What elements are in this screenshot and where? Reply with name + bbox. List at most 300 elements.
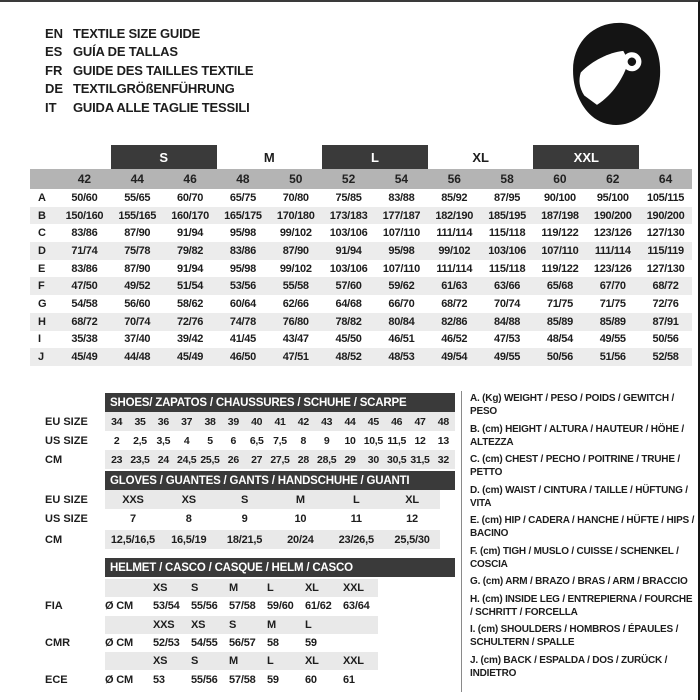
size-value: 90/100 (543, 191, 576, 204)
size-band-l: L (322, 145, 428, 169)
helmet-size-row (30, 652, 455, 670)
size-value: 50/60 (71, 191, 98, 204)
size-value: 115/118 (488, 262, 526, 275)
size-value: 29 (344, 453, 356, 466)
language-row (45, 24, 253, 43)
row-letter: D (38, 244, 46, 257)
size-label: M (229, 655, 238, 668)
size-value: 11,5 (387, 434, 406, 447)
size-value: 45/50 (335, 333, 362, 346)
size-value: 13 (437, 434, 449, 447)
row-letter: H (38, 315, 46, 328)
row-letter: G (38, 297, 47, 310)
size-value: M (295, 493, 305, 506)
row-letter: F (38, 280, 45, 293)
size-value: 39 (227, 415, 239, 428)
legend-item: I. (cm) SHOULDERS / HOMBROS / ÉPAULES / SCHULTERN / SPALLE (470, 624, 679, 648)
size-value: 107/110 (541, 244, 579, 257)
size-value: 31,5 (410, 453, 430, 466)
size-value: 91/94 (177, 227, 204, 240)
size-value: 187/198 (541, 209, 579, 222)
size-value: 75/78 (124, 244, 151, 257)
size-value: 7 (129, 512, 136, 525)
size-value: 63/64 (343, 600, 370, 613)
measure-row (30, 530, 455, 549)
size-number: 52 (341, 172, 356, 186)
size-value: 53/54 (153, 600, 180, 613)
size-value: 37 (181, 415, 193, 428)
size-value: 28 (297, 453, 309, 466)
size-value: 2 (113, 434, 120, 447)
size-value: 30 (367, 453, 379, 466)
legend-item: E. (cm) HIP / CADERA / HANCHE / HÜFTE / HIPS / BACINO (470, 515, 695, 539)
row-letter: E (38, 262, 46, 275)
row-values (105, 530, 440, 549)
diameter-unit: Ø CM (105, 637, 133, 650)
size-label (340, 616, 378, 634)
row-label: EU SIZE (45, 415, 88, 428)
row-letter: C (38, 227, 46, 240)
size-value: 57/58 (229, 673, 256, 686)
size-value: 62/66 (282, 297, 309, 310)
apparel-row (30, 348, 692, 366)
size-value: 35 (134, 415, 146, 428)
size-band-xl: XL (472, 149, 489, 165)
size-value: 59 (305, 637, 317, 650)
row-letter: A (38, 191, 46, 204)
language-label: GUÍA DE TALLAS (73, 44, 178, 60)
size-value: 58 (267, 637, 279, 650)
size-value: 60/70 (177, 191, 204, 204)
size-value: 91/94 (177, 262, 204, 275)
size-value: 44 (344, 415, 356, 428)
size-value: 87/91 (652, 315, 679, 328)
size-value: 72/76 (177, 315, 204, 328)
size-value: 7,5 (273, 434, 287, 447)
size-value: XXS (122, 493, 144, 506)
size-label: M (267, 618, 276, 631)
size-value (340, 634, 378, 652)
size-value: 46/50 (229, 351, 256, 364)
size-value: 38 (204, 415, 216, 428)
language-label: TEXTILE SIZE GUIDE (73, 25, 201, 41)
size-value: 27 (251, 453, 263, 466)
size-value: 87/95 (494, 191, 521, 204)
helmet-value-row (30, 670, 455, 688)
size-value: 87/90 (124, 227, 151, 240)
language-code: DE (45, 81, 64, 97)
size-value: 55/65 (124, 191, 151, 204)
apparel-row (30, 242, 692, 260)
size-value: 59/60 (267, 600, 294, 613)
size-value: 165/175 (224, 209, 262, 222)
row-values (105, 597, 378, 615)
size-value: 170/180 (276, 209, 315, 222)
row-values (105, 509, 440, 528)
row-label (30, 652, 105, 670)
row-values (105, 431, 455, 450)
apparel-row (30, 295, 692, 313)
size-value: 53/56 (229, 280, 256, 293)
unit-cell (105, 652, 150, 670)
size-value: 34 (111, 415, 123, 428)
diameter-unit: Ø CM (105, 600, 133, 613)
size-value: 82/86 (441, 315, 468, 328)
size-value: 103/106 (329, 262, 368, 275)
size-value: 68/72 (652, 280, 679, 293)
size-value: 111/114 (436, 227, 473, 240)
size-label: XXS (153, 618, 175, 631)
measurement-legend (461, 391, 695, 692)
size-value: 95/98 (388, 244, 415, 257)
size-value: 4 (183, 434, 190, 447)
size-value: 52/58 (652, 351, 679, 364)
size-number: 46 (183, 172, 197, 186)
size-value: 99/102 (279, 227, 312, 240)
size-value: 72/76 (652, 297, 679, 310)
shoes-section-title: SHOES/ ZAPATOS / CHAUSSURES / SCHUHE / SCARPE (105, 393, 455, 412)
size-value: 51/54 (177, 280, 204, 293)
size-band-row (30, 145, 692, 169)
size-value: 27,5 (270, 453, 290, 466)
size-value: XS (181, 493, 196, 506)
row-label: EU SIZE (45, 493, 88, 506)
helmet-size-row (30, 579, 455, 597)
legend-item: D. (cm) WAIST / CINTURA / TAILLE / HÜFTUNG / VITA (470, 484, 688, 509)
size-value: 44/48 (124, 351, 151, 364)
size-value: 23 (111, 453, 123, 466)
measure-row (30, 431, 455, 450)
size-value: 85/89 (546, 315, 573, 328)
helmet-size-row (30, 616, 455, 634)
size-value: 103/106 (329, 227, 368, 240)
size-value: 12 (414, 434, 426, 447)
size-value: 57/58 (229, 600, 256, 613)
size-number: 42 (77, 172, 92, 186)
size-value: 26 (227, 453, 239, 466)
size-value: 48/52 (335, 351, 362, 364)
size-value: 182/190 (435, 209, 474, 222)
row-label: CM (45, 453, 63, 466)
size-label: L (267, 655, 274, 668)
size-number: 50 (289, 172, 303, 186)
size-value: 95/98 (229, 227, 256, 240)
size-value: 49/55 (494, 351, 521, 364)
apparel-row (30, 189, 692, 207)
size-value: 70/80 (282, 191, 309, 204)
size-value: 48 (437, 415, 449, 428)
size-value: 8 (300, 434, 307, 447)
size-value: 16,5/19 (171, 533, 207, 546)
language-code: IT (45, 99, 57, 115)
size-value: 79/82 (177, 244, 204, 257)
size-value: 119/122 (541, 262, 579, 275)
size-value: 63/66 (494, 280, 521, 293)
apparel-row (30, 224, 692, 242)
size-value: 61 (343, 673, 355, 686)
gloves-section-title: GLOVES / GUANTES / GANTS / HANDSCHUHE / GUANTI (105, 471, 455, 490)
size-value: S (241, 493, 249, 506)
standard-name: ECE (45, 673, 68, 686)
apparel-row (30, 207, 692, 225)
size-value: 50/56 (652, 333, 679, 346)
apparel-size-table (30, 145, 692, 366)
size-value: 70/74 (124, 315, 151, 328)
size-value: 61/62 (305, 600, 332, 613)
legend-item: A. (Kg) WEIGHT / PESO / POIDS / GEWITCH / PESO (470, 393, 675, 417)
helmet-icon (563, 15, 670, 130)
size-value: 10,5 (363, 434, 383, 447)
gloves-rows (30, 490, 455, 549)
size-band-s: S (111, 145, 217, 169)
size-label: XL (305, 655, 319, 668)
size-value: 56/60 (124, 297, 151, 310)
size-value: 99/102 (279, 262, 312, 275)
row-label (30, 579, 105, 597)
size-value: 80/84 (388, 315, 415, 328)
size-value: 71/75 (599, 297, 626, 310)
size-number-row (30, 169, 692, 189)
size-value: 2,5 (133, 434, 147, 447)
size-label: XS (153, 582, 168, 595)
size-number: 58 (500, 172, 514, 186)
standard-name: FIA (45, 600, 63, 613)
language-label: GUIDA ALLE TAGLIE TESSILI (73, 99, 250, 115)
size-value: 111/114 (594, 244, 631, 257)
size-value: 103/106 (488, 244, 526, 257)
size-number: 54 (394, 172, 409, 186)
size-value: 32 (437, 453, 449, 466)
size-value: 76/80 (282, 315, 309, 328)
size-value: 49/52 (124, 280, 151, 293)
size-value: 3,5 (156, 434, 171, 447)
size-value: 71/74 (71, 244, 98, 257)
size-value: 24,5 (177, 453, 197, 466)
size-value: 59 (267, 673, 279, 686)
helmet-value-row (30, 634, 455, 652)
size-number: 56 (447, 172, 461, 186)
size-value: 46 (391, 415, 403, 428)
size-value: 107/110 (382, 262, 420, 275)
language-code: FR (45, 62, 63, 78)
size-value: 46/51 (388, 333, 415, 346)
row-values (105, 670, 378, 688)
row-values (105, 579, 378, 597)
language-code: ES (45, 44, 63, 60)
helmet-section-title: HELMET / CASCO / CASQUE / HELM / CASCO (105, 558, 455, 577)
size-value: 55/56 (191, 600, 218, 613)
size-number: 62 (606, 172, 620, 186)
size-value: 71/75 (546, 297, 573, 310)
size-value: 9 (241, 512, 248, 525)
size-band-xxl: XXL (533, 145, 639, 169)
size-value: 50/56 (546, 351, 573, 364)
size-value: 25,5 (200, 453, 220, 466)
size-value: 95/100 (596, 191, 629, 204)
size-value: 190/200 (593, 209, 632, 222)
size-value: 123/126 (593, 227, 632, 240)
size-value: 65/75 (229, 191, 256, 204)
size-value: 23/26,5 (338, 533, 374, 546)
size-value: 56/57 (229, 637, 256, 650)
apparel-row (30, 260, 692, 278)
size-value: 41/45 (229, 333, 256, 346)
size-label: M (229, 582, 238, 595)
size-value: 11 (350, 512, 362, 525)
size-value: 190/200 (646, 209, 685, 222)
row-label: US SIZE (45, 512, 88, 525)
row-letter: I (38, 333, 41, 346)
size-value: 107/110 (382, 227, 420, 240)
measure-row (30, 412, 455, 431)
size-label: XL (305, 582, 319, 595)
size-value: 55/58 (282, 280, 309, 293)
shoes-rows (30, 412, 455, 469)
size-value: 39/42 (177, 333, 204, 346)
size-value: 45/49 (71, 351, 98, 364)
legend-item: F. (cm) TIGH / MUSLO / CUISSE / SCHENKEL / COSCIA (470, 545, 679, 570)
size-value: 119/122 (541, 227, 579, 240)
size-value: 115/118 (488, 227, 526, 240)
size-value: 95/98 (229, 262, 256, 275)
size-value: 66/70 (388, 297, 415, 310)
size-value: 10 (294, 512, 307, 525)
size-value: 177/187 (382, 209, 421, 222)
size-value: 12,5/16,5 (110, 533, 155, 546)
size-value: 48/53 (388, 351, 415, 364)
size-value: 75/85 (335, 191, 362, 204)
size-value: 47 (414, 415, 426, 428)
row-values (105, 450, 455, 469)
size-value: 37/40 (124, 333, 151, 346)
diameter-unit: Ø CM (105, 673, 133, 686)
size-value: 49/55 (599, 333, 626, 346)
size-value: 30,5 (387, 453, 407, 466)
size-value: 10 (344, 434, 356, 447)
size-value: 41 (274, 415, 286, 428)
size-value: 23,5 (130, 453, 150, 466)
gloves-size-table (30, 471, 455, 549)
size-value: 36 (157, 415, 169, 428)
size-value: 65/68 (546, 280, 573, 293)
size-number: 60 (553, 172, 567, 186)
size-value: 25,5/30 (394, 533, 430, 546)
size-value: 155/165 (118, 209, 157, 222)
size-value: 127/130 (646, 227, 685, 240)
size-value: 28,5 (317, 453, 337, 466)
size-label: S (229, 618, 237, 631)
size-value: 160/170 (171, 209, 209, 222)
legend-item: J. (cm) BACK / ESPALDA / DOS / ZURÜCK / INDIETRO (470, 654, 668, 679)
row-label (30, 616, 105, 634)
size-label: XS (191, 618, 206, 631)
size-value: 84/88 (494, 315, 521, 328)
language-row (45, 80, 253, 99)
size-label: S (191, 655, 199, 668)
size-label: L (267, 582, 274, 595)
size-value: 8 (185, 512, 192, 525)
size-value: 57/60 (335, 280, 362, 293)
measure-row (30, 509, 455, 528)
size-value: 85/89 (599, 315, 626, 328)
row-label: CM (45, 533, 63, 546)
size-value: 53 (153, 673, 165, 686)
row-values (105, 634, 378, 652)
size-value: 45/49 (177, 351, 204, 364)
size-value: 42 (297, 415, 309, 428)
racing-helmet-icon (563, 15, 670, 130)
size-value: 60/64 (229, 297, 256, 310)
size-band-m: M (263, 149, 275, 165)
helmet-value-row (30, 597, 455, 615)
legend-item: G. (cm) ARM / BRAZO / BRAS / ARM / BRACCIO (470, 576, 688, 587)
size-value: L (352, 493, 360, 506)
size-value: 24 (157, 453, 169, 466)
size-value: 51/56 (599, 351, 626, 364)
language-row (45, 98, 253, 117)
size-value: 111/114 (436, 262, 473, 275)
row-letter: J (38, 351, 44, 364)
size-number: 64 (658, 172, 673, 186)
row-values (105, 412, 455, 431)
size-label: XXL (343, 582, 364, 595)
size-value: 85/92 (441, 191, 468, 204)
language-list (45, 24, 253, 117)
size-value: 6 (230, 434, 237, 447)
standard-name: CMR (45, 637, 71, 650)
row-label: US SIZE (45, 434, 88, 447)
size-value: 87/90 (124, 262, 151, 275)
size-value: 127/130 (646, 262, 685, 275)
shoes-size-table (30, 393, 455, 469)
size-value: 123/126 (593, 262, 632, 275)
apparel-measurement-rows (30, 189, 692, 366)
size-value: 47/53 (494, 333, 521, 346)
measure-row (30, 450, 455, 469)
unit-cell (105, 579, 150, 597)
size-value: 78/82 (335, 315, 362, 328)
size-value: 58/62 (177, 297, 204, 310)
size-value: 83/86 (71, 262, 98, 275)
language-label: GUIDE DES TAILLES TEXTILE (73, 62, 254, 78)
size-value: 74/78 (229, 315, 256, 328)
size-value: 40 (251, 415, 263, 428)
language-label: TEXTILGRÖßENFÜHRUNG (73, 81, 235, 97)
size-value: 18/21,5 (226, 533, 263, 546)
size-label: L (305, 618, 312, 631)
size-value: 99/102 (438, 244, 471, 257)
row-values (105, 652, 378, 670)
size-value: 47/50 (71, 280, 98, 293)
size-number: 44 (130, 172, 144, 186)
size-value: 43/47 (282, 333, 309, 346)
size-value: 47/51 (282, 351, 309, 364)
size-value: 48/54 (546, 333, 573, 346)
size-value: 43 (321, 415, 333, 428)
size-value: 70/74 (494, 297, 521, 310)
size-value: 67/70 (599, 280, 626, 293)
size-value: 54/58 (71, 297, 98, 310)
language-code: EN (45, 25, 64, 41)
corner-cell (30, 169, 58, 189)
size-value: 35/38 (71, 333, 98, 346)
size-value: 68/72 (71, 315, 98, 328)
size-value: 61/63 (441, 280, 468, 293)
helmet-size-table (30, 558, 455, 689)
size-value: 6,5 (249, 434, 264, 447)
size-value: 105/115 (647, 191, 685, 204)
legend-item: H. (cm) INSIDE LEG / ENTREPIERNA / FOURCHE / SCHRITT / FORCELLA (470, 593, 693, 618)
